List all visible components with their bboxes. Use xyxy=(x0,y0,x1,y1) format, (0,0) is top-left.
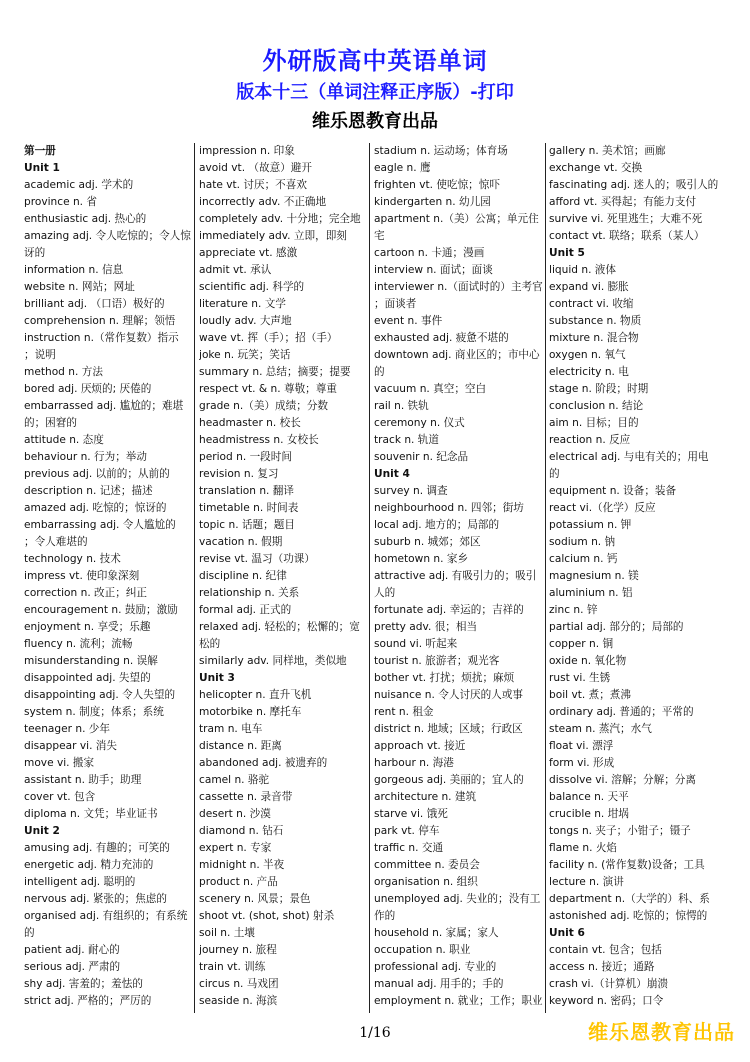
section-heading: 第一册 xyxy=(24,145,56,157)
vocab-entry: vacation n. 假期 xyxy=(199,536,283,548)
vocab-entry: helicopter n. 直升飞机 xyxy=(199,689,312,701)
vocab-entry: apartment n.（美）公寓；单元住 xyxy=(374,213,539,225)
vocab-entry: fortunate adj. 幸运的；吉祥的 xyxy=(374,604,524,616)
vocab-entry: completely adv. 十分地；完全地 xyxy=(199,213,361,225)
vocab-entry: unemployed adj. 失业的；没有工 xyxy=(374,893,541,905)
vocab-entry: topic n. 话题；题目 xyxy=(199,519,295,531)
vocab-entry: sound vi. 听起来 xyxy=(374,638,458,650)
column-divider xyxy=(545,143,546,1013)
vocab-column-3 xyxy=(374,143,546,1013)
vocab-entry: cassette n. 录音带 xyxy=(199,791,293,803)
vocab-entry: discipline n. 纪律 xyxy=(199,570,287,582)
vocab-entry: website n. 网站；网址 xyxy=(24,281,135,293)
vocab-entry: bored adj. 厌烦的; 厌倦的 xyxy=(24,383,152,395)
vocab-entry: system n. 制度；体系；系统 xyxy=(24,706,164,718)
vocab-entry: disappear vi. 消失 xyxy=(24,740,117,752)
vocab-entry: patient adj. 耐心的 xyxy=(24,944,120,956)
vocab-entry: pretty adv. 很；相当 xyxy=(374,621,478,633)
section-heading: Unit 1 xyxy=(24,162,60,174)
vocab-entry: partial adj. 部分的；局部的 xyxy=(549,621,684,633)
vocab-entry: employment n. 就业；工作；职业 xyxy=(374,995,543,1007)
vocab-entry: comprehension n. 理解；领悟 xyxy=(24,315,176,327)
vocab-entry: household n. 家属；家人 xyxy=(374,927,499,939)
vocab-entry: substance n. 物质 xyxy=(549,315,642,327)
vocab-entry: rust vi. 生锈 xyxy=(549,672,611,684)
vocab-entry: rail n. 铁轨 xyxy=(374,400,429,412)
section-heading: Unit 6 xyxy=(549,927,585,939)
vocab-entry: revision n. 复习 xyxy=(199,468,279,480)
watermark-logo: 维乐恩教育出品 xyxy=(588,1020,735,1044)
vocab-entry: bother vt. 打扰；烦扰；麻烦 xyxy=(374,672,515,684)
vocab-entry: expert n. 专家 xyxy=(199,842,272,854)
vocab-entry: enthusiastic adj. 热心的 xyxy=(24,213,147,225)
vocab-entry: camel n. 骆驼 xyxy=(199,774,270,786)
vocab-entry: copper n. 铜 xyxy=(549,638,614,650)
vocab-entry: hometown n. 家乡 xyxy=(374,553,469,565)
vocab-entry: tongs n. 夹子；小钳子；镊子 xyxy=(549,825,691,837)
vocab-entry: astonished adj. 吃惊的；惊愕的 xyxy=(549,910,708,922)
vocab-entry: potassium n. 钾 xyxy=(549,519,632,531)
vocab-entry: motorbike n. 摩托车 xyxy=(199,706,302,718)
vocab-entry: assistant n. 助手；助理 xyxy=(24,774,142,786)
vocab-entry: energetic adj. 精力充沛的 xyxy=(24,859,154,871)
vocab-entry: ordinary adj. 普通的；平常的 xyxy=(549,706,694,718)
vocab-entry: gallery n. 美术馆；画廊 xyxy=(549,145,666,157)
vocab-entry: previous adj. 以前的；从前的 xyxy=(24,468,170,480)
vocab-entry: crash vi.（计算机）崩溃 xyxy=(549,978,669,990)
vocab-entry: literature n. 文学 xyxy=(199,298,286,310)
vocab-entry: soil n. 土壤 xyxy=(199,927,255,939)
vocab-column-4 xyxy=(549,143,727,1013)
vocab-entry: exchange vt. 交换 xyxy=(549,162,643,174)
vocab-entry: zinc n. 锌 xyxy=(549,604,598,616)
vocab-entry: enjoyment n. 享受；乐趣 xyxy=(24,621,151,633)
vocab-entry: form vi. 形成 xyxy=(549,757,615,769)
column-divider xyxy=(194,143,195,1013)
vocab-entry: ；说明 xyxy=(24,349,56,361)
vocab-entry: 的 xyxy=(549,468,560,480)
vocab-entry: liquid n. 液体 xyxy=(549,264,616,276)
vocab-entry: electricity n. 电 xyxy=(549,366,629,378)
section-heading: Unit 5 xyxy=(549,247,585,259)
publisher-line: 维乐恩教育出品 xyxy=(312,111,438,132)
vocab-entry: aim n. 目标；目的 xyxy=(549,417,639,429)
vocab-entry: aluminium n. 铝 xyxy=(549,587,633,599)
vocab-entry: fascinating adj. 迷人的；吸引人的 xyxy=(549,179,719,191)
vocab-entry: fluency n. 流利；流畅 xyxy=(24,638,133,650)
vocab-entry: calcium n. 钙 xyxy=(549,553,618,565)
vocab-entry: midnight n. 半夜 xyxy=(199,859,285,871)
vocab-entry: souvenir n. 纪念品 xyxy=(374,451,469,463)
vocab-entry: eagle n. 鹰 xyxy=(374,162,431,174)
vocab-entry: steam n. 蒸汽；水气 xyxy=(549,723,652,735)
vocab-entry: harbour n. 海港 xyxy=(374,757,454,769)
vocab-entry: train vt. 训练 xyxy=(199,961,266,973)
vocab-entry: occupation n. 职业 xyxy=(374,944,471,956)
vocab-entry: product n. 产品 xyxy=(199,876,278,888)
vocab-column-2 xyxy=(199,143,369,1013)
vocab-entry: contain vt. 包含；包括 xyxy=(549,944,662,956)
vocab-entry: attractive adj. 有吸引力的；吸引 xyxy=(374,570,537,582)
vocab-entry: reaction n. 反应 xyxy=(549,434,631,446)
column-divider xyxy=(369,143,370,1013)
vocab-entry: boil vt. 煮；煮沸 xyxy=(549,689,631,701)
vocab-entry: access n. 接近；通路 xyxy=(549,961,655,973)
vocab-entry: survey n. 调查 xyxy=(374,485,448,497)
vocab-entry: translation n. 翻译 xyxy=(199,485,294,497)
vocab-entry: move vi. 搬家 xyxy=(24,757,95,769)
vocab-entry: park vt. 停车 xyxy=(374,825,440,837)
vocab-entry: magnesium n. 镁 xyxy=(549,570,639,582)
vocab-entry: downtown adj. 商业区的；市中心 xyxy=(374,349,540,361)
page-title: 外研版高中英语单词 xyxy=(262,47,488,75)
vocab-entry: description n. 记述；描述 xyxy=(24,485,153,497)
vocab-entry: survive vi. 死里逃生；大难不死 xyxy=(549,213,703,225)
vocab-entry: immediately adv. 立即，即刻 xyxy=(199,230,347,242)
vocab-entry: serious adj. 严肃的 xyxy=(24,961,121,973)
vocab-entry: local adj. 地方的；局部的 xyxy=(374,519,500,531)
vocab-entry: lecture n. 演讲 xyxy=(549,876,624,888)
vocab-entry: diamond n. 钻石 xyxy=(199,825,284,837)
vocab-entry: balance n. 天平 xyxy=(549,791,629,803)
vocab-entry: 讶的 xyxy=(24,247,46,259)
vocab-entry: conclusion n. 结论 xyxy=(549,400,644,412)
vocab-entry: behaviour n. 行为；举动 xyxy=(24,451,147,463)
vocab-entry: admit vt. 承认 xyxy=(199,264,272,276)
vocab-column-1 xyxy=(24,143,194,1013)
vocab-entry: oxide n. 氧化物 xyxy=(549,655,627,667)
vocab-entry: exhausted adj. 疲惫不堪的 xyxy=(374,332,509,344)
vocab-entry: cover vt. 包含 xyxy=(24,791,96,803)
vocab-entry: stage n. 阶段；时期 xyxy=(549,383,649,395)
page-subtitle: 版本十三（单词注释正序版）-打印 xyxy=(236,82,514,103)
vocab-entry: method n. 方法 xyxy=(24,366,103,378)
vocab-entry: vacuum n. 真空；空白 xyxy=(374,383,487,395)
vocab-entry: period n. 一段时间 xyxy=(199,451,292,463)
vocab-entry: amazed adj. 吃惊的；惊讶的 xyxy=(24,502,167,514)
vocab-entry: oxygen n. 氧气 xyxy=(549,349,626,361)
vocab-entry: misunderstanding n. 误解 xyxy=(24,655,158,667)
vocab-entry: shoot vt. (shot, shot) 射杀 xyxy=(199,910,335,922)
vocab-entry: cartoon n. 卡通；漫画 xyxy=(374,247,485,259)
vocab-entry: technology n. 技术 xyxy=(24,553,121,565)
vocab-entry: interview n. 面试；面谈 xyxy=(374,264,493,276)
vocab-entry: embarrassing adj. 令人尴尬的 xyxy=(24,519,176,531)
vocab-entry: dissolve vi. 溶解；分解；分离 xyxy=(549,774,696,786)
vocab-entry: electrical adj. 与电有关的；用电 xyxy=(549,451,709,463)
vocab-entry: disappointing adj. 令人失望的 xyxy=(24,689,176,701)
vocab-entry: approach vt. 接近 xyxy=(374,740,466,752)
vocab-entry: encouragement n. 鼓励；激励 xyxy=(24,604,178,616)
vocab-entry: headmaster n. 校长 xyxy=(199,417,301,429)
vocab-entry: organised adj. 有组织的；有系统 xyxy=(24,910,188,922)
vocab-entry: starve vi. 饿死 xyxy=(374,808,448,820)
vocab-entry: gorgeous adj. 美丽的；宜人的 xyxy=(374,774,524,786)
vocab-entry: circus n. 马戏团 xyxy=(199,978,279,990)
vocab-entry: 的；困窘的 xyxy=(24,417,77,429)
vocab-entry: frighten vt. 使吃惊；惊吓 xyxy=(374,179,500,191)
vocab-entry: diploma n. 文凭；毕业证书 xyxy=(24,808,158,820)
vocabulary-columns xyxy=(24,143,727,1013)
vocab-entry: architecture n. 建筑 xyxy=(374,791,477,803)
vocab-entry: scenery n. 风景；景色 xyxy=(199,893,311,905)
vocab-entry: grade n.（美）成绩；分数 xyxy=(199,400,329,412)
vocab-entry: hate vt. 讨厌；不喜欢 xyxy=(199,179,307,191)
vocab-entry: amusing adj. 有趣的；可笑的 xyxy=(24,842,170,854)
vocab-entry: float vi. 漂浮 xyxy=(549,740,614,752)
vocab-entry: manual adj. 用手的；手的 xyxy=(374,978,504,990)
vocab-entry: disappointed adj. 失望的 xyxy=(24,672,151,684)
vocab-entry: attitude n. 态度 xyxy=(24,434,104,446)
vocab-entry: brilliant adj. （口语）极好的 xyxy=(24,298,165,310)
vocab-entry: distance n. 距离 xyxy=(199,740,282,752)
vocab-entry: keyword n. 密码；口令 xyxy=(549,995,664,1007)
section-heading: Unit 2 xyxy=(24,825,60,837)
vocab-entry: rent n. 租金 xyxy=(374,706,434,718)
vocab-entry: desert n. 沙漠 xyxy=(199,808,271,820)
vocab-entry: kindergarten n. 幼儿园 xyxy=(374,196,491,208)
vocab-entry: headmistress n. 女校长 xyxy=(199,434,319,446)
vocab-entry: crucible n. 坩埚 xyxy=(549,808,629,820)
vocab-entry: academic adj. 学术的 xyxy=(24,179,134,191)
vocab-entry: amazing adj. 令人吃惊的；令人惊 xyxy=(24,230,191,242)
vocab-entry: intelligent adj. 聪明的 xyxy=(24,876,136,888)
vocab-entry: ；面谈者 xyxy=(374,298,417,310)
vocab-entry: contact vt. 联络；联系（某人） xyxy=(549,230,705,242)
vocab-entry: track n. 轨道 xyxy=(374,434,439,446)
vocab-entry: contract vi. 收缩 xyxy=(549,298,634,310)
vocab-entry: event n. 事件 xyxy=(374,315,443,327)
vocab-entry: relaxed adj. 轻松的；松懈的；宽 xyxy=(199,621,360,633)
vocab-entry: neighbourhood n. 四邻；街坊 xyxy=(374,502,524,514)
vocab-entry: strict adj. 严格的；严厉的 xyxy=(24,995,152,1007)
vocab-entry: similarly adv. 同样地，类似地 xyxy=(199,655,347,667)
vocab-entry: journey n. 旅程 xyxy=(199,944,277,956)
vocab-entry: equipment n. 设备；装备 xyxy=(549,485,677,497)
section-heading: Unit 3 xyxy=(199,672,235,684)
vocab-entry: instruction n.（常作复数）指示 xyxy=(24,332,179,344)
vocab-entry: committee n. 委员会 xyxy=(374,859,480,871)
vocab-entry: 人的 xyxy=(374,587,396,599)
vocab-entry: revise vt. 温习（功课） xyxy=(199,553,315,565)
vocab-entry: embarrassed adj. 尴尬的；难堪 xyxy=(24,400,184,412)
vocab-entry: appreciate vt. 感激 xyxy=(199,247,298,259)
vocab-entry: teenager n. 少年 xyxy=(24,723,110,735)
vocab-entry: 松的 xyxy=(199,638,221,650)
vocab-entry: district n. 地域；区域；行政区 xyxy=(374,723,523,735)
vocab-entry: interviewer n.（面试时的）主考官 xyxy=(374,281,543,293)
vocab-entry: scientific adj. 科学的 xyxy=(199,281,305,293)
vocab-entry: wave vt. 挥（手）；招（手） xyxy=(199,332,338,344)
vocab-entry: afford vt. 买得起；有能力支付 xyxy=(549,196,697,208)
vocab-entry: abandoned adj. 被遗弃的 xyxy=(199,757,328,769)
vocab-entry: seaside n. 海滨 xyxy=(199,995,278,1007)
vocab-entry: organisation n. 组织 xyxy=(374,876,478,888)
vocab-entry: tourist n. 旅游者；观光客 xyxy=(374,655,500,667)
vocab-entry: 作的 xyxy=(374,910,396,922)
vocab-entry: department n.（大学的）科、系 xyxy=(549,893,710,905)
vocab-entry: impress vt. 使印象深刻 xyxy=(24,570,140,582)
vocab-entry: loudly adv. 大声地 xyxy=(199,315,292,327)
section-heading: Unit 4 xyxy=(374,468,410,480)
vocab-entry: professional adj. 专业的 xyxy=(374,961,497,973)
vocab-entry: react vi.（化学）反应 xyxy=(549,502,656,514)
vocab-entry: 宅 xyxy=(374,230,385,242)
vocab-entry: ；令人难堪的 xyxy=(24,536,88,548)
vocab-entry: mixture n. 混合物 xyxy=(549,332,639,344)
vocab-entry: joke n. 玩笑；笑话 xyxy=(199,349,291,361)
vocab-entry: province n. 省 xyxy=(24,196,98,208)
vocab-entry: correction n. 改正；纠正 xyxy=(24,587,148,599)
vocab-entry: shy adj. 害羞的；羞怯的 xyxy=(24,978,143,990)
vocab-entry: 的 xyxy=(374,366,385,378)
vocab-entry: flame n. 火焰 xyxy=(549,842,618,854)
vocab-entry: relationship n. 关系 xyxy=(199,587,300,599)
vocab-entry: nuisance n. 令人讨厌的人或事 xyxy=(374,689,524,701)
vocab-entry: summary n. 总结；摘要；提要 xyxy=(199,366,351,378)
vocab-entry: information n. 信息 xyxy=(24,264,124,276)
vocab-entry: sodium n. 钠 xyxy=(549,536,616,548)
vocab-entry: nervous adj. 紧张的；焦虑的 xyxy=(24,893,167,905)
vocab-entry: suburb n. 城郊；郊区 xyxy=(374,536,481,548)
vocab-entry: avoid vt. （故意）避开 xyxy=(199,162,312,174)
vocab-entry: 的 xyxy=(24,927,35,939)
vocab-entry: tram n. 电车 xyxy=(199,723,263,735)
vocab-entry: ceremony n. 仪式 xyxy=(374,417,465,429)
vocab-entry: facility n. (常作复数)设备；工具 xyxy=(549,859,705,871)
vocab-entry: incorrectly adv. 不正确地 xyxy=(199,196,327,208)
page-number: 1/16 xyxy=(359,1025,391,1041)
vocab-entry: formal adj. 正式的 xyxy=(199,604,292,616)
vocab-entry: traffic n. 交通 xyxy=(374,842,444,854)
vocab-entry: impression n. 印象 xyxy=(199,145,295,157)
vocab-entry: stadium n. 运动场；体育场 xyxy=(374,145,508,157)
vocab-entry: timetable n. 时间表 xyxy=(199,502,299,514)
vocab-entry: respect vt. & n. 尊敬；尊重 xyxy=(199,383,337,395)
vocab-entry: expand vi. 膨胀 xyxy=(549,281,629,293)
